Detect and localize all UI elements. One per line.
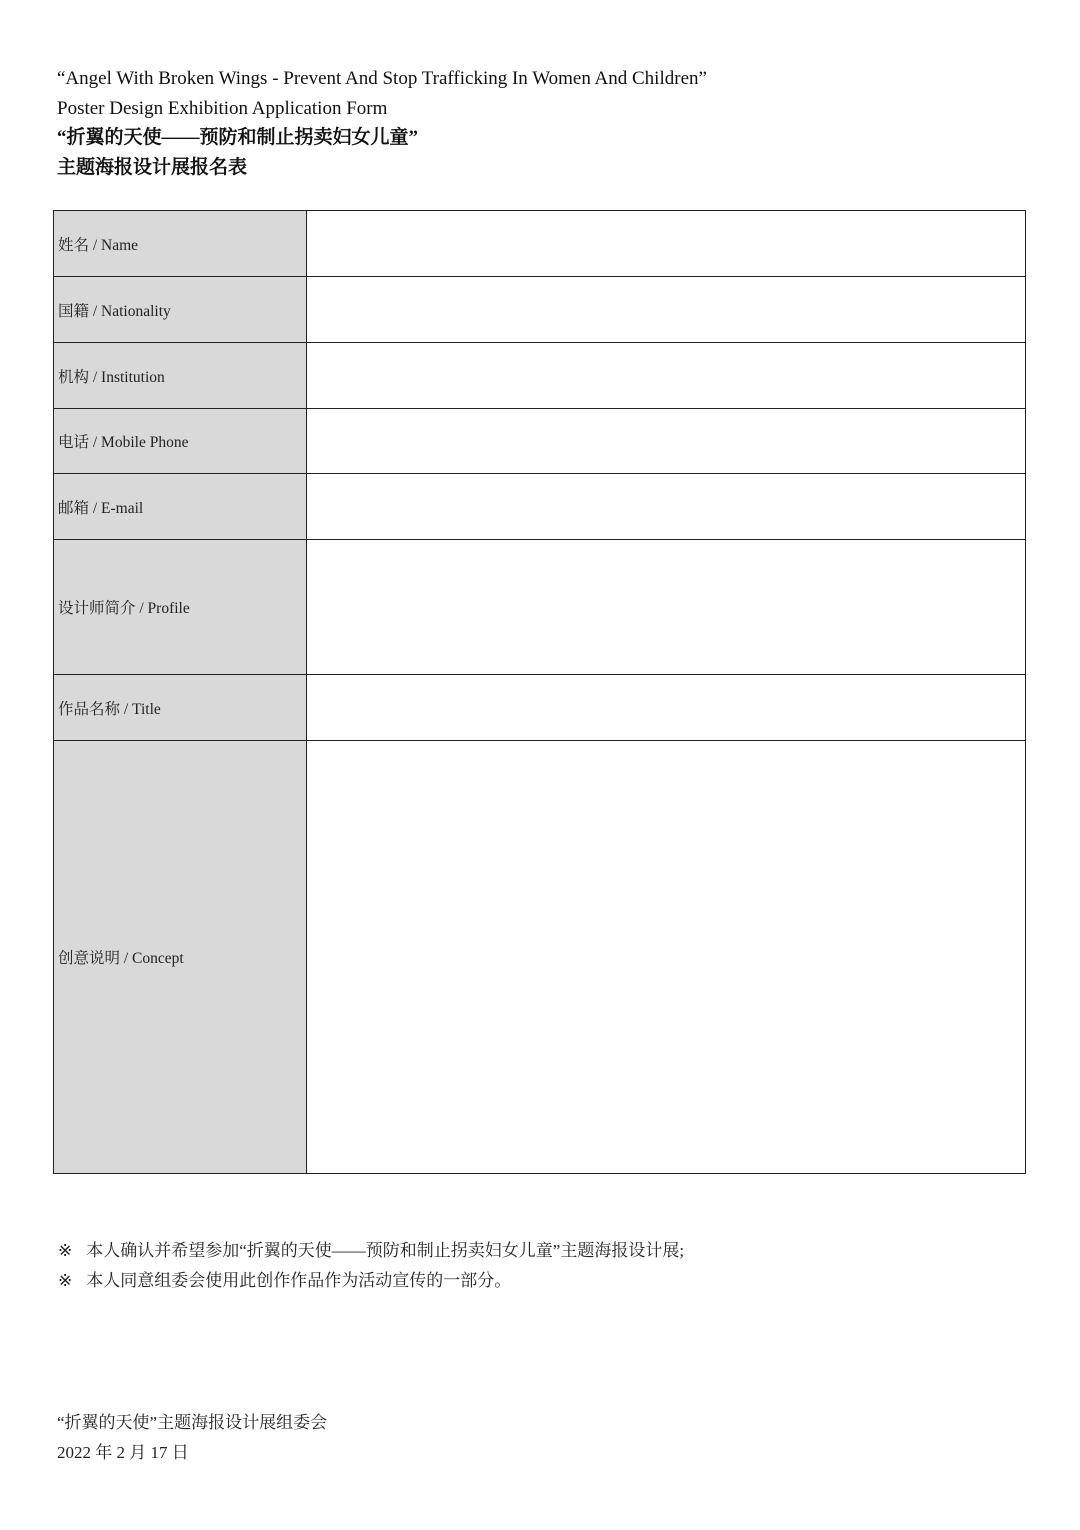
- declaration-note: [58, 1236, 684, 1266]
- form-row-email: [54, 474, 1026, 540]
- concept-field[interactable]: [307, 741, 1026, 1174]
- title-field[interactable]: [307, 675, 1026, 741]
- email-label: 邮箱 / E-mail: [54, 474, 307, 540]
- profile-label: 设计师简介 / Profile: [54, 540, 307, 675]
- declaration-note-text: 本人同意组委会使用此创作作品作为活动宣传的一部分。: [86, 1271, 512, 1290]
- form-row-profile: [54, 540, 1026, 675]
- form-row-institution: [54, 343, 1026, 409]
- phone-field[interactable]: [307, 409, 1026, 474]
- concept-label: 创意说明 / Concept: [54, 741, 307, 1174]
- form-row-name: [54, 211, 1026, 277]
- email-field[interactable]: [307, 474, 1026, 540]
- reference-mark-icon: ※: [58, 1241, 73, 1260]
- application-form-table: [53, 210, 1026, 1174]
- form-row-phone: [54, 409, 1026, 474]
- declaration-note-text: 本人确认并希望参加“折翼的天使——预防和制止拐卖妇女儿童”主题海报设计展;: [86, 1241, 685, 1260]
- footer: [57, 1408, 327, 1468]
- organizer-name: “折翼的天使”主题海报设计展组委会: [57, 1413, 328, 1432]
- form-row-title: [54, 675, 1026, 741]
- profile-field[interactable]: [307, 540, 1026, 675]
- title-cn-line2: 主题海报设计展报名表: [57, 156, 248, 178]
- form-row-concept: [54, 741, 1026, 1174]
- form-row-nationality: [54, 277, 1026, 343]
- title-label: 作品名称 / Title: [54, 675, 307, 741]
- nationality-field[interactable]: [307, 277, 1026, 343]
- name-field[interactable]: [307, 211, 1026, 277]
- title-en-line2: Poster Design Exhibition Application Form: [57, 97, 388, 119]
- issue-date: 2022 年 2 月 17 日: [57, 1443, 189, 1462]
- name-label: 姓名 / Name: [54, 211, 307, 277]
- institution-field[interactable]: [307, 343, 1026, 409]
- declaration-note: [58, 1266, 684, 1296]
- title-cn-line1: “折翼的天使——预防和制止拐卖妇女儿童”: [57, 127, 419, 148]
- phone-label: 电话 / Mobile Phone: [54, 409, 307, 474]
- declaration-notes: [58, 1236, 684, 1296]
- nationality-label: 国籍 / Nationality: [54, 277, 307, 343]
- reference-mark-icon: ※: [58, 1271, 73, 1290]
- title-en-line1: “Angel With Broken Wings - Prevent And Stop Trafficking In Women And Children”: [57, 68, 707, 89]
- form-header: [57, 64, 707, 182]
- institution-label: 机构 / Institution: [54, 343, 307, 409]
